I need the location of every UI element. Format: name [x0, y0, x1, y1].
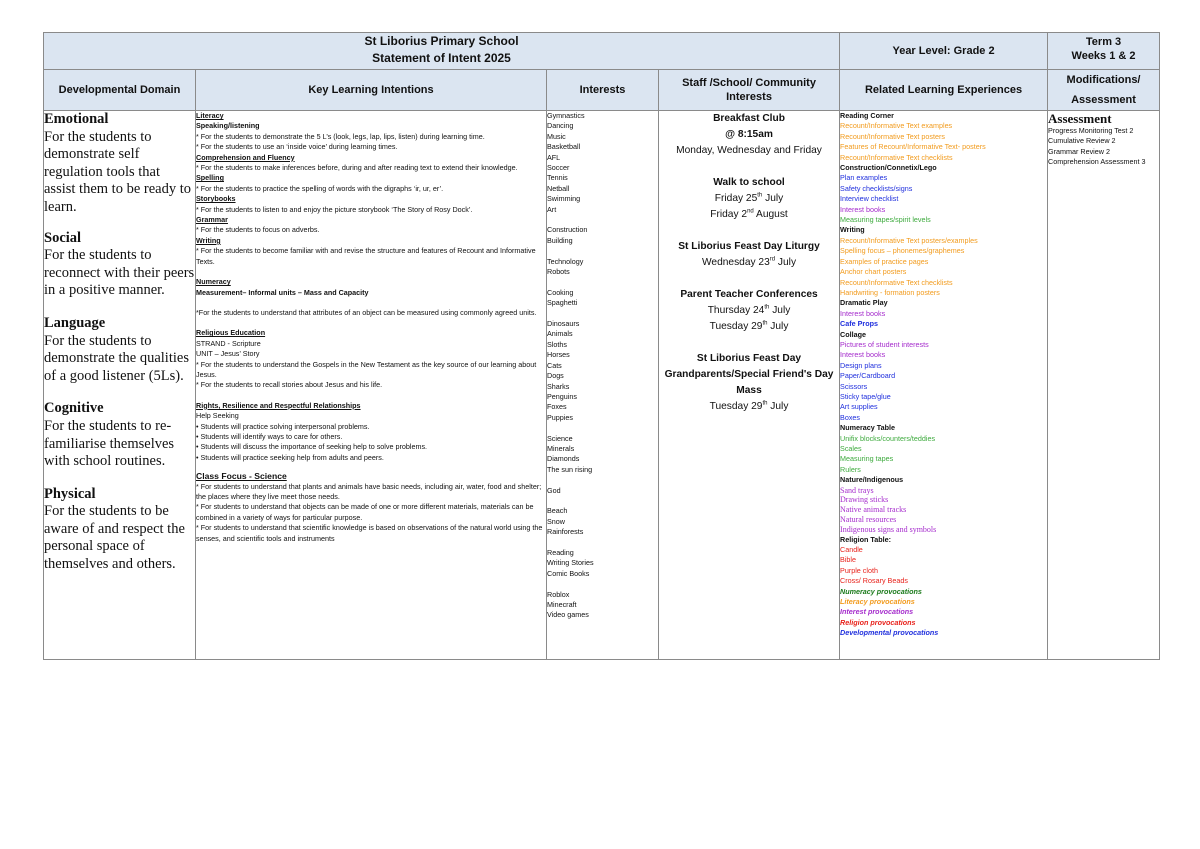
domain-text: For the students to re-familiarise themselves with school routines.	[44, 417, 175, 470]
interest-item: Netball	[547, 183, 570, 193]
interest-item: Puppies	[547, 412, 573, 422]
intention-item: * For students to understand that plants and animals have basic needs, including air, water, food and shelter; the places where they live meet those needs.	[196, 481, 542, 501]
interest-item: AFL	[547, 152, 561, 162]
col-header-interests: Interests	[547, 70, 659, 111]
numeracy-subheading: Measurement– Informal units – Mass and Capacity	[196, 287, 369, 297]
col-header-domain: Developmental Domain	[44, 70, 196, 111]
experience-item: Drawing sticks	[840, 495, 889, 505]
speaking-heading: Speaking/listening	[196, 121, 260, 131]
interest-item: Dinosaurs	[547, 319, 580, 329]
experience-item: Bible	[840, 555, 857, 565]
interest-item: Cooking	[547, 287, 574, 297]
col-header-modifications	[1048, 70, 1160, 111]
interest-item: Minecraft	[547, 599, 577, 609]
experience-item: Paper/Cardboard	[840, 371, 896, 381]
event-title: Breakfast Club	[713, 113, 785, 124]
interest-item: Dogs	[547, 371, 564, 381]
interest-item: Foxes	[547, 402, 567, 412]
intention-item: • Students will discuss the importance of seeking help to solve problems.	[196, 442, 428, 452]
year-level-cell	[840, 33, 1048, 70]
rrrr-sub: Help Seeking	[196, 411, 239, 421]
experience-item: Pictures of student interests	[840, 339, 929, 349]
domain-name: Social	[44, 229, 82, 246]
experience-item: Interest books	[840, 308, 886, 318]
domain-name: Cognitive	[44, 400, 104, 417]
interest-item: Comic Books	[547, 568, 590, 578]
interest-item: Cats	[547, 360, 562, 370]
rrrr-heading: Rights, Resilience and Respectful Relationships	[196, 400, 361, 410]
experience-item: Measuring tapes/spirit levels	[840, 215, 931, 225]
interest-item: Spaghetti	[547, 298, 578, 308]
interest-item: Video games	[547, 610, 589, 620]
spelling-heading: Spelling	[196, 173, 224, 183]
experience-item: Interest books	[840, 204, 886, 214]
interest-item: Gymnastics	[547, 111, 585, 120]
experience-item: Safety checklists/signs	[840, 183, 913, 193]
experience-item: Native animal tracks	[840, 505, 907, 515]
experience-item: Cross/ Rosary Beads	[840, 576, 908, 586]
interest-item: Minerals	[547, 443, 575, 453]
intention-item: * For the students to demonstrate the 5 L’s (look, legs, lap, lips, listen) during learning time.	[196, 131, 485, 141]
experience-item: Indigenous signs and symbols	[840, 524, 937, 534]
interest-item: Beach	[547, 506, 568, 516]
experience-item: Sand trays	[840, 485, 874, 495]
interest-item: Dancing	[547, 121, 574, 131]
experience-item: Recount/Informative Text posters/examples	[840, 235, 978, 245]
experience-item: Rulers	[840, 464, 861, 474]
provocation-interest: Interest provocations	[840, 607, 914, 617]
interest-item: Writing Stories	[547, 558, 594, 568]
assessment-item: Progress Monitoring Test 2	[1048, 126, 1134, 135]
intention-item: * For the students to make inferences before, during and after reading text to extend their knowledge.	[196, 163, 518, 173]
experience-item: Design plans	[840, 360, 882, 370]
area-heading: Nature/Indigenous	[840, 475, 904, 485]
provocation-developmental: Developmental provocations	[840, 628, 939, 638]
intention-item: * For the students to practice the spelling of words with the digraphs ‘ir, ur, er’.	[196, 183, 444, 193]
experience-item: Cafe Props	[840, 319, 878, 329]
grammar-heading: Grammar	[196, 215, 228, 225]
experience-item: Plan examples	[840, 173, 888, 183]
assessment-item: Grammar Review 2	[1048, 146, 1110, 156]
intention-item: • Students will identify ways to care for others.	[196, 431, 343, 441]
interest-item: Technology	[547, 256, 584, 266]
domain-text: For the students to be aware of and respect the personal space of themselves and others.	[44, 503, 185, 573]
experience-item: Recount/Informative Text checklists	[840, 152, 953, 162]
domain-cell	[44, 111, 196, 660]
assessment-heading: Assessment	[1048, 111, 1112, 126]
experience-item: Candle	[840, 545, 863, 555]
experience-item: Features of Recount/Informative Text- posters	[840, 142, 986, 152]
domain-name: Emotional	[44, 111, 109, 127]
area-heading: Reading Corner	[840, 111, 894, 120]
event-date: Tuesday 29th July	[709, 400, 789, 412]
interest-item: Reading	[547, 547, 574, 557]
experience-item: Sticky tape/glue	[840, 391, 891, 401]
event-time: @ 8:15am	[725, 129, 773, 140]
event-date: Thursday 24th July	[707, 304, 791, 316]
numeracy-heading: Numeracy	[196, 277, 231, 287]
experience-item: Natural resources	[840, 515, 897, 525]
interest-item: Robots	[547, 267, 570, 277]
interest-item: Art	[547, 204, 557, 214]
interest-item: Penguins	[547, 391, 577, 401]
religion-unit: UNIT – Jesus’ Story	[196, 349, 260, 359]
interest-item: Science	[547, 433, 573, 443]
domain-name: Physical	[44, 485, 96, 502]
experience-item: Scissors	[840, 381, 868, 391]
interest-item: Soccer	[547, 163, 570, 173]
event-title: St Liborius Feast Day Liturgy	[678, 241, 820, 252]
experience-item: Recount/Informative Text checklists	[840, 277, 953, 287]
provocation-literacy: Literacy provocations	[840, 597, 915, 607]
domain-name: Language	[44, 314, 106, 331]
assessment-cell	[1048, 111, 1160, 660]
school-name: St Liborius Primary School	[364, 34, 519, 48]
intention-item: * For the students to recall stories about Jesus and his life.	[196, 380, 383, 390]
col-header-intentions: Key Learning Intentions	[196, 70, 547, 111]
col-header-staff: Staff /School/ Community Interests	[659, 70, 840, 111]
experience-item: Unifix blocks/counters/teddies	[840, 433, 936, 443]
provocation-numeracy: Numeracy provocations	[840, 586, 922, 596]
col-header-experiences: Related Learning Experiences	[840, 70, 1048, 111]
event-date: Friday 25th July	[714, 192, 784, 204]
interest-item: Music	[547, 131, 566, 141]
interest-item: Construction	[547, 225, 588, 235]
statement-title: Statement of Intent 2025	[372, 51, 511, 65]
experience-item: Recount/Informative Text posters	[840, 131, 945, 141]
area-heading: Numeracy Table	[840, 423, 896, 433]
interest-item: Swimming	[547, 194, 581, 204]
experience-item: Spelling focus – phonemes/graphemes	[840, 246, 965, 256]
area-heading: Religion Table:	[840, 534, 892, 544]
event-title: Grandparents/Special Friend's Day	[664, 369, 834, 380]
area-heading: Construction/Connetix/Lego	[840, 163, 937, 173]
interest-item: Horses	[547, 350, 570, 360]
provocation-religion: Religion provocations	[840, 617, 916, 627]
experience-item: Handwriting - formation posters	[840, 287, 940, 297]
event-title: Walk to school	[713, 177, 785, 188]
literacy-heading: Literacy	[196, 111, 224, 120]
experience-item: Boxes	[840, 412, 861, 422]
term-cell	[1048, 33, 1160, 70]
writing-heading: Writing	[196, 235, 221, 245]
interest-item: Rainforests	[547, 527, 584, 537]
religion-strand: STRAND - Scripture	[196, 338, 261, 348]
term: Term 3	[1085, 36, 1122, 48]
interest-item: Diamonds	[547, 454, 580, 464]
event-days: Monday, Wednesday and Friday	[676, 145, 822, 156]
experience-item: Anchor chart posters	[840, 267, 907, 277]
experience-item: Recount/Informative Text examples	[840, 121, 953, 131]
title-cell	[44, 33, 840, 70]
year-level: Year Level: Grade 2	[892, 45, 995, 57]
intention-item: • Students will practice solving interpersonal problems.	[196, 421, 370, 431]
area-heading: Collage	[840, 329, 866, 339]
interest-item: Snow	[547, 516, 565, 526]
event-date: Wednesday 23rd July	[701, 256, 797, 268]
event-date: Friday 2nd August	[710, 208, 788, 220]
class-focus-heading: Class Focus - Science	[196, 471, 287, 482]
intention-item: * For the students to understand the Gospels in the New Testament as the key source of our learning about Jesus.	[196, 359, 537, 379]
event-title: Parent Teacher Conferences	[680, 289, 818, 300]
interest-item: Tennis	[547, 173, 568, 183]
experience-item: Examples of practice pages	[840, 256, 929, 266]
domain-text: For the students to demonstrate self regulation tools that assist them to be ready to learn.	[44, 128, 191, 215]
intention-item: * For the students to become familiar with and revise the structure and features of Recount and Informative Texts.	[196, 246, 536, 266]
interest-item: The sun rising	[547, 464, 593, 474]
experience-item: Interview checklist	[840, 194, 899, 204]
interest-item: Animals	[547, 329, 573, 339]
experience-item: Purple cloth	[840, 565, 878, 575]
storybooks-heading: Storybooks	[196, 194, 236, 204]
col-header-modifications-line2: Assessment	[1071, 94, 1136, 106]
interest-item: Building	[547, 235, 573, 245]
event-title: St Liborius Feast Day	[696, 353, 802, 364]
events-cell	[659, 111, 840, 660]
area-heading: Writing	[840, 225, 865, 235]
intention-item: • Students will practice seeking help from adults and peers.	[196, 452, 384, 462]
assessment-item: Cumulative Review 2	[1048, 136, 1116, 146]
intentions-cell	[196, 111, 547, 660]
interests-cell	[547, 111, 659, 660]
area-heading: Dramatic Play	[840, 298, 888, 308]
domain-text: For the students to demonstrate the qualities of a good listener (5Ls).	[44, 332, 189, 384]
interest-item: Roblox	[547, 589, 570, 599]
intention-item: * For the students to listen to and enjoy the picture storybook ‘The Story of Rosy Dock’.	[196, 204, 473, 214]
intention-item: * For students to understand that scientific knowledge is based on observations of the natural world using the senses, and scientific tools and instruments	[196, 523, 543, 543]
assessment-item: Comprehension Assessment 3	[1048, 157, 1146, 167]
statement-of-intent-table	[43, 32, 1160, 660]
interest-item: Basketball	[547, 142, 581, 152]
intention-item: * For the students to use an ‘inside voice’ during learning times.	[196, 142, 398, 152]
event-title: Mass	[736, 385, 762, 396]
experiences-cell	[840, 111, 1048, 660]
domain-text: For the students to reconnect with their peers in a positive manner.	[44, 247, 195, 299]
religion-heading: Religious Education	[196, 328, 266, 338]
experience-item: Measuring tapes	[840, 454, 894, 464]
interest-item: God	[547, 485, 561, 495]
interest-item: Sharks	[547, 381, 570, 391]
comprehension-heading: Comprehension and Fluency	[196, 152, 295, 162]
weeks: Weeks 1 & 2	[1071, 50, 1136, 62]
intention-item: * For students to understand that objects can be made of one or more different materials, materials can be combined in a variety of ways for particular purpose.	[196, 502, 534, 522]
experience-item: Scales	[840, 444, 862, 453]
intention-item: *For the students to understand that attributes of an object can be measured using commonly agreed units.	[196, 307, 537, 317]
intention-item: * For the students to focus on adverbs.	[196, 225, 320, 235]
interest-item: Sloths	[547, 339, 567, 349]
experience-item: Art supplies	[840, 402, 878, 412]
experience-item: Interest books	[840, 350, 886, 360]
col-header-modifications-line1: Modifications/	[1066, 74, 1141, 86]
event-date: Tuesday 29th July	[709, 320, 789, 332]
